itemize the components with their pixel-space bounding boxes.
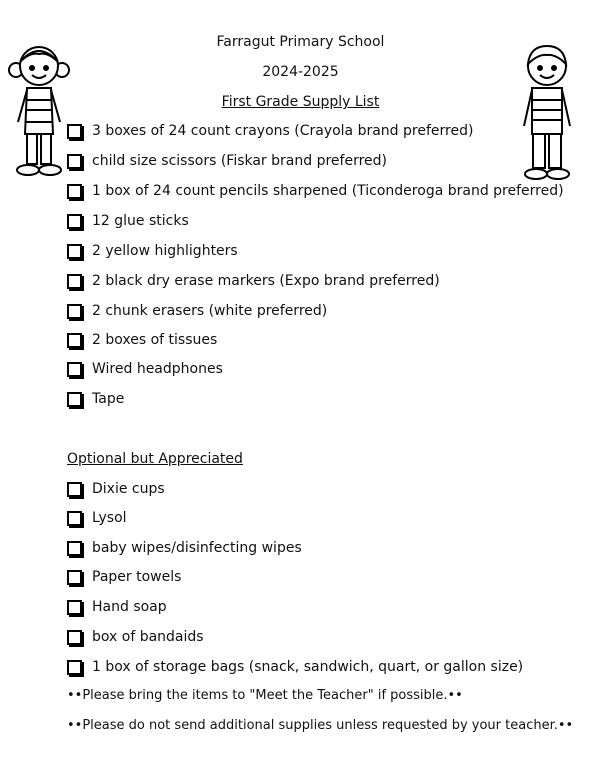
school-name: Farragut Primary School	[216, 34, 385, 50]
optional-section-title: Optional but Appreciated	[67, 451, 243, 467]
checkbox-icon	[67, 511, 82, 526]
checkbox-icon	[67, 274, 82, 289]
list-item: baby wipes/disinfecting wipes	[67, 538, 302, 558]
checkbox-icon	[67, 214, 82, 229]
checkbox-icon	[67, 541, 82, 556]
list-item: child size scissors (Fiskar brand preferred)	[67, 151, 387, 171]
list-item: Dixie cups	[67, 479, 165, 499]
checkbox-icon	[67, 124, 82, 139]
checkbox-icon	[67, 184, 82, 199]
list-item: 2 chunk erasers (white preferred)	[67, 301, 327, 321]
list-item: box of bandaids	[67, 627, 204, 647]
checkbox-icon	[67, 362, 82, 377]
list-item: Paper towels	[67, 567, 181, 587]
list-item: 1 box of storage bags (snack, sandwich, quart, or gallon size)	[67, 657, 523, 677]
list-item: Hand soap	[67, 597, 167, 617]
checkbox-icon	[67, 600, 82, 615]
checkbox-icon	[67, 244, 82, 259]
list-item: 2 boxes of tissues	[67, 330, 217, 350]
checkbox-icon	[67, 392, 82, 407]
checkbox-icon	[67, 482, 82, 497]
school-year: 2024-2025	[262, 64, 339, 80]
list-item: Wired headphones	[67, 359, 223, 379]
list-title: First Grade Supply List	[221, 94, 380, 110]
note-meet-teacher: ••Please bring the items to "Meet the Teacher" if possible.••	[67, 688, 463, 703]
list-item: Tape	[67, 389, 124, 409]
list-item: 12 glue sticks	[67, 211, 189, 231]
note-additional-supplies: ••Please do not send additional supplies unless requested by your teacher.••	[67, 718, 574, 733]
checkbox-icon	[67, 154, 82, 169]
list-item: Lysol	[67, 508, 127, 528]
list-item: 3 boxes of 24 count crayons (Crayola brand preferred)	[67, 121, 473, 141]
list-item: 1 box of 24 count pencils sharpened (Ticonderoga brand preferred)	[67, 181, 564, 201]
checkbox-icon	[67, 630, 82, 645]
list-item: 2 black dry erase markers (Expo brand preferred)	[67, 271, 440, 291]
checkbox-icon	[67, 570, 82, 585]
checkbox-icon	[67, 660, 82, 675]
checkbox-icon	[67, 333, 82, 348]
checkbox-icon	[67, 304, 82, 319]
list-item: 2 yellow highlighters	[67, 241, 238, 261]
